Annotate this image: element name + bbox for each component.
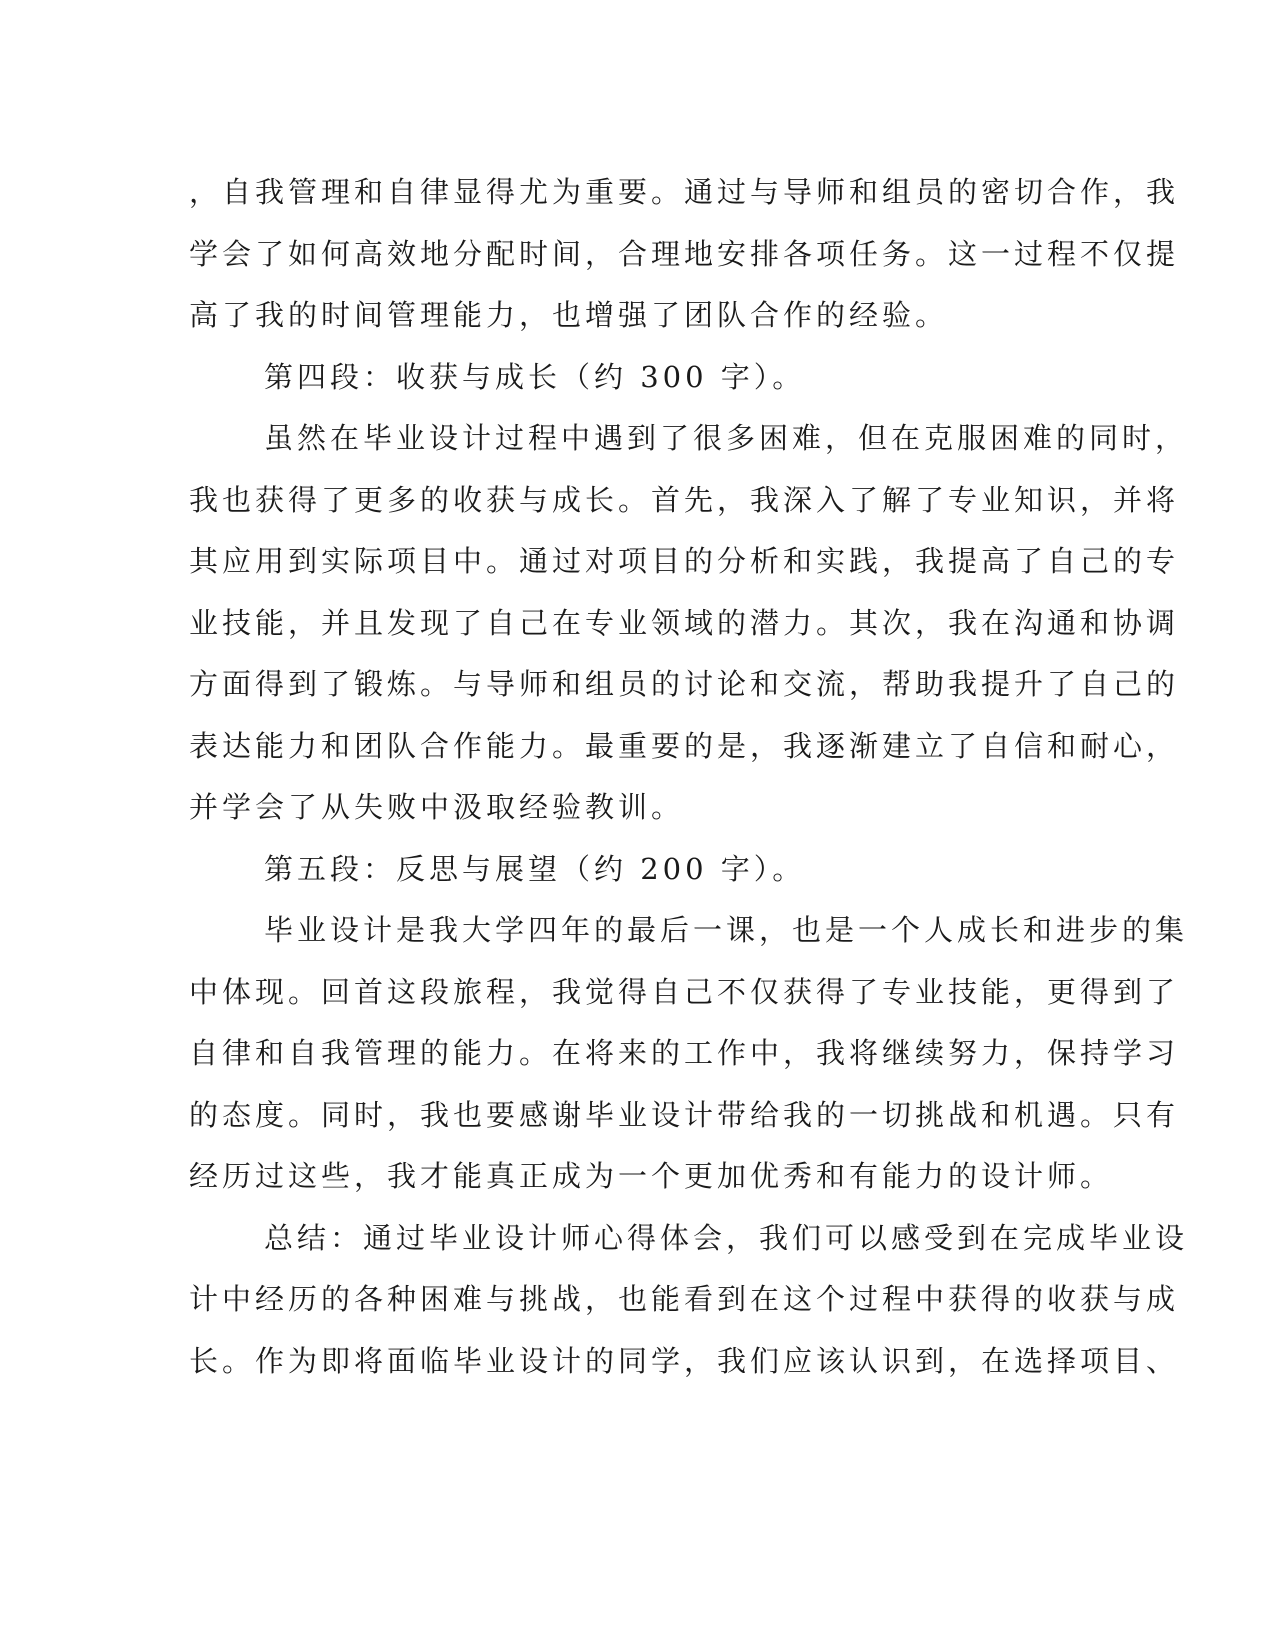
section-heading-5: 第五段：反思与展望（约 200 字）。 (264, 851, 806, 886)
text-line: 我也获得了更多的收获与成长。首先，我深入了解了专业知识，并将 (189, 482, 1180, 517)
text-line: 经历过这些，我才能真正成为一个更加优秀和有能力的设计师。 (189, 1159, 1114, 1193)
section-heading-4: 第四段：收获与成长（约 300 字）。 (264, 359, 806, 394)
text-line: 计中经历的各种困难与挑战，也能看到在这个过程中获得的收获与成 (189, 1282, 1180, 1316)
text-line: 并学会了从失败中汲取经验教训。 (189, 790, 685, 824)
text-line: 其应用到实际项目中。通过对项目的分析和实践，我提高了自己的专 (189, 544, 1180, 578)
text-line: 虽然在毕业设计过程中遇到了很多困难，但在克服困难的同时， (264, 421, 1189, 455)
text-line: 高了我的时间管理能力，也增强了团队合作的经验。 (189, 298, 949, 332)
text-line: 长。作为即将面临毕业设计的同学，我们应该认识到，在选择项目、 (189, 1343, 1180, 1378)
summary-line: 总结：通过毕业设计师心得体会，我们可以感受到在完成毕业设 (264, 1220, 1189, 1255)
text-line: 学会了如何高效地分配时间，合理地安排各项任务。这一过程不仅提 (189, 236, 1180, 271)
text-line: 的态度。同时，我也要感谢毕业设计带给我的一切挑战和机遇。只有 (189, 1097, 1180, 1132)
text-line: 毕业设计是我大学四年的最后一课，也是一个人成长和进步的集 (264, 913, 1189, 947)
text-line: 中体现。回首这段旅程，我觉得自己不仅获得了专业技能，更得到了 (189, 974, 1180, 1009)
text-line: 业技能，并且发现了自己在专业领域的潜力。其次，我在沟通和协调 (189, 605, 1180, 640)
body-text (189, 162, 1189, 1392)
text-line: ，自我管理和自律显得尤为重要。通过与导师和组员的密切合作，我 (189, 175, 1180, 209)
text-line: 表达能力和团队合作能力。最重要的是，我逐渐建立了自信和耐心， (189, 728, 1180, 763)
text-line: 方面得到了锻炼。与导师和组员的讨论和交流，帮助我提升了自己的 (189, 667, 1180, 701)
text-line: 自律和自我管理的能力。在将来的工作中，我将继续努力，保持学习 (189, 1036, 1180, 1070)
